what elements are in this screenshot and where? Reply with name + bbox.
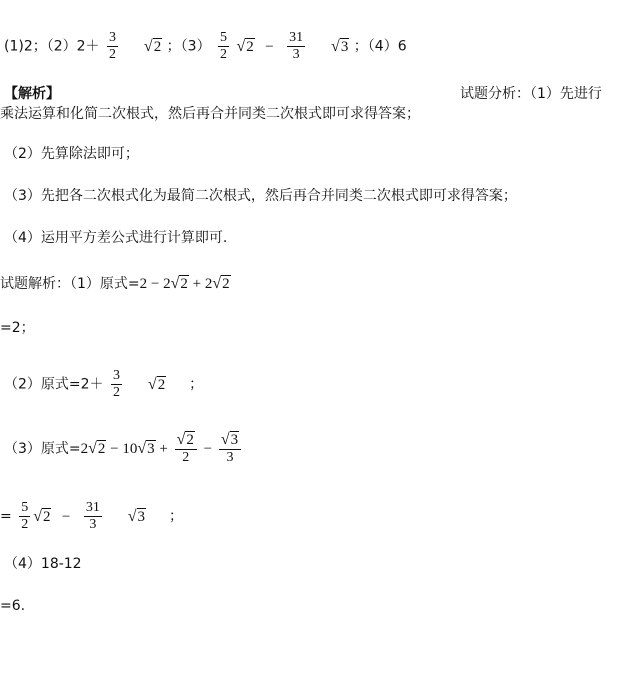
fraction-3-over-2: $\frac{3}{2}$ — [113, 368, 120, 400]
minus-sign: − — [265, 38, 274, 55]
fraction-31-over-3: $\frac{31}{3}$ — [85, 500, 100, 532]
analysis-right-label: 试题分析：（1）先进行 — [460, 86, 602, 102]
sqrt-2: √2 — [170, 275, 188, 292]
answer-part4: ；（4）6 — [353, 38, 407, 55]
sqrt-2: √2 — [147, 375, 166, 393]
answer-sep-3: ；（3） — [166, 38, 211, 55]
analysis-line-3: （3）先把各二次根式化为最简二次根式，然后再合并同类二次根式即可求得答案； — [4, 188, 517, 204]
fraction-numerator: 3 — [109, 30, 117, 45]
answer-line — [4, 30, 407, 63]
sqrt-3: √3 — [127, 507, 146, 525]
solution-4-result: =6. — [0, 598, 26, 614]
solution-1: 试题解析：（1）原式=2 − 2√2 + 2√2 — [0, 275, 230, 292]
fraction-5-over-2: $\frac{5}{2}$ — [220, 30, 228, 62]
sqrt-2: √2 — [88, 440, 106, 457]
solution-3: （3）原式=2√2 − 10√3 + $\frac{√2}{2}$ − $\frac{√3}{3}$ — [4, 432, 244, 466]
fraction-denominator: 2 — [109, 47, 117, 62]
fraction-sqrt3-over-3: $\frac{√3}{3}$ — [219, 432, 241, 466]
sqrt-3: √3 — [137, 440, 155, 457]
solution-1-result: =2； — [0, 320, 35, 336]
solution-4: （4）18-12 — [4, 556, 82, 572]
fraction-5-over-2: $\frac{5}{2}$ — [21, 500, 29, 532]
sqrt-2: √2 — [33, 507, 51, 525]
solution-3-result: = $\frac{5}{2}$ √2 − $\frac{31}{3}$ √3 ； — [0, 500, 183, 532]
sqrt-2: √2 — [236, 37, 254, 55]
sqrt-3: √3 — [331, 37, 349, 55]
sqrt-2: √2 — [212, 275, 230, 292]
solution-intro: 试题解析：（1）原式= — [0, 276, 140, 292]
analysis-line-2: （2）先算除法即可； — [4, 146, 139, 162]
analysis-line-1: 乘法运算和化简二次根式，然后再合并同类二次根式即可求得答案； — [0, 106, 420, 122]
sqrt-2: √2 — [143, 37, 162, 55]
fraction-31-over-3: $\frac{31}{3}$ — [289, 30, 304, 62]
analysis-line-4: （4）运用平方差公式进行计算即可. — [4, 230, 228, 246]
fraction-sqrt2-over-2: $\frac{√2}{2}$ — [175, 432, 197, 466]
fraction-3-over-2 — [107, 30, 118, 63]
answer-part1: (1)2；（2）2＋ — [4, 38, 100, 55]
solution-2: （2）原式=2＋ $\frac{3}{2}$ √2 ； — [4, 368, 204, 400]
analysis-heading: 【解析】 — [4, 86, 60, 102]
